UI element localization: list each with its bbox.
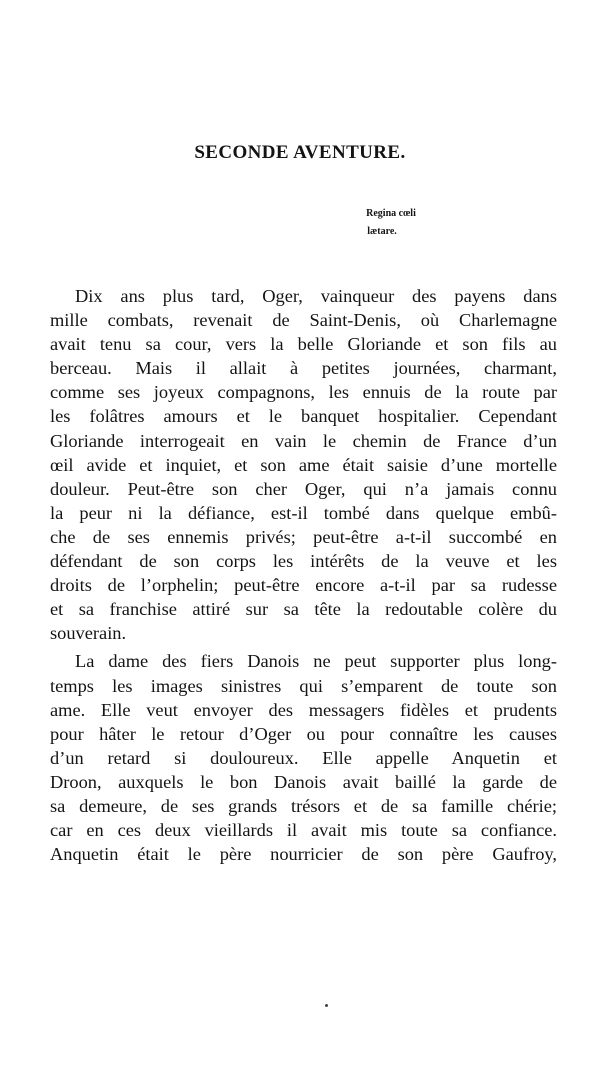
- text-line: avait tenu sa cour, vers la belle Gloriande et son fils au: [50, 334, 557, 355]
- text-line: ame. Elle veut envoyer des messagers fidèles et prudents: [50, 699, 557, 720]
- text-line: berceau. Mais il allait à petites journées, charmant,: [50, 358, 557, 379]
- text-line: défendant de son corps les intérêts de la veuve et les: [50, 551, 557, 572]
- text-line: pour hâter le retour d’Oger ou pour connaître les causes: [50, 723, 557, 744]
- text-line: souverain.: [50, 623, 127, 644]
- text-line: La dame des fiers Danois ne peut supporter plus long-: [75, 651, 557, 672]
- text-line: douleur. Peut-être son cher Oger, qui n’a jamais connu: [50, 478, 557, 499]
- text-line: Anquetin était le père nourricier de son père Gaufroy,: [50, 844, 557, 865]
- text-line: œil avide et inquiet, et son ame était saisie d’une mortelle: [50, 454, 557, 475]
- text-line: d’un retard si douloureux. Elle appelle Anquetin et: [50, 747, 557, 768]
- paragraph: [50, 649, 557, 866]
- text-line: et sa franchise attiré sur sa tête la redoutable colère du: [50, 599, 557, 620]
- text-line: comme ses joyeux compagnons, les ennuis de la route par: [50, 382, 557, 403]
- text-line: les folâtres amours et le banquet hospitalier. Cependant: [50, 406, 557, 427]
- chapter-title: SECONDE AVENTURE.: [194, 142, 406, 163]
- text-line: Dix ans plus tard, Oger, vainqueur des payens dans: [75, 286, 557, 306]
- text-line: car en ces deux vieillards il avait mis toute sa confiance.: [50, 820, 557, 841]
- paragraph: [50, 284, 557, 645]
- text-line: sa demeure, de ses grands trésors et de sa famille chérie;: [50, 795, 557, 816]
- text-line: Gloriande interrogeait en vain le chemin de France d’un: [50, 430, 557, 451]
- text-line: che de ses ennemis privés; peut-être a-t-il succombé en: [50, 526, 557, 547]
- text-line: temps les images sinistres qui s’emparent de toute son: [50, 675, 557, 696]
- text-line: mille combats, revenait de Saint-Denis, où Charlemagne: [50, 310, 557, 331]
- epigraph-line: lætare.: [367, 226, 397, 237]
- text-line: Droon, auxquels le bon Danois avait baillé la garde de: [50, 771, 557, 792]
- epigraph: [290, 205, 470, 241]
- page-mark: [325, 1004, 328, 1007]
- epigraph-line: Regina cœli: [366, 208, 416, 219]
- text-line: droits de l’orphelin; peut-être encore a-t-il par sa rudesse: [50, 575, 557, 596]
- body-text: [50, 284, 557, 866]
- text-line: la peur ni la défiance, est-il tombé dans quelque embû-: [50, 502, 557, 523]
